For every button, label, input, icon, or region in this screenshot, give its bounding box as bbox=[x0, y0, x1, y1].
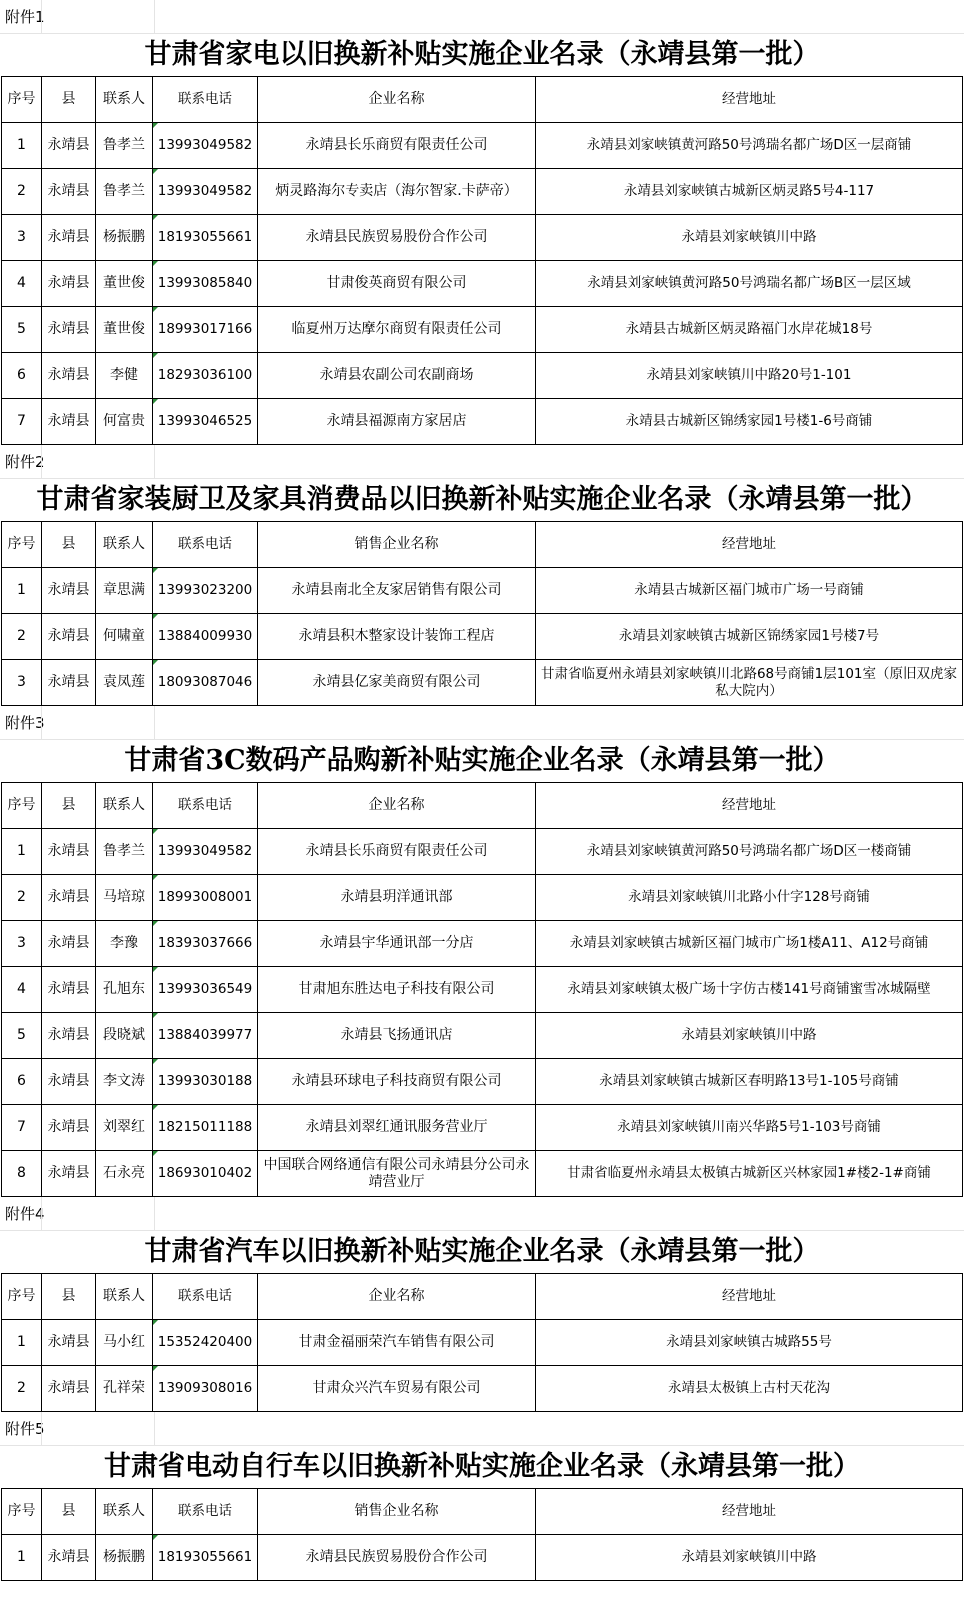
column-header-county: 县 bbox=[42, 522, 96, 568]
company-name-cell[interactable]: 永靖县福源南方家居店 bbox=[258, 399, 536, 445]
column-header-business-address: 经营地址 bbox=[536, 1274, 963, 1320]
table-row bbox=[2, 1013, 963, 1059]
contact-person-cell[interactable]: 何富贵 bbox=[96, 399, 153, 445]
section-title: 甘肃省电动自行车以旧换新补贴实施企业名录（永靖县第一批） bbox=[104, 1451, 860, 1482]
county-cell[interactable]: 永靖县 bbox=[42, 215, 96, 261]
table-row bbox=[2, 399, 963, 445]
row-number-cell[interactable]: 2 bbox=[2, 875, 42, 921]
table-header-row bbox=[2, 783, 963, 829]
gridline bbox=[41, 1197, 42, 1230]
column-header-contact-phone: 联系电话 bbox=[153, 77, 258, 123]
business-address-cell[interactable]: 永靖县刘家峡镇古城新区锦绣家园1号楼7号 bbox=[536, 614, 963, 660]
business-address-cell[interactable]: 永靖县刘家峡镇古城路55号 bbox=[536, 1320, 963, 1366]
gridline bbox=[41, 1412, 42, 1445]
column-header-row-number: 序号 bbox=[2, 1274, 42, 1320]
company-name-cell[interactable]: 永靖县环球电子科技商贸有限公司 bbox=[258, 1059, 536, 1105]
column-header-contact-phone: 联系电话 bbox=[153, 783, 258, 829]
contact-phone-cell[interactable]: 13884039977 bbox=[153, 1013, 258, 1059]
annex-label-text: 附件2 bbox=[5, 453, 45, 471]
table-header-row bbox=[2, 522, 963, 568]
company-name-cell[interactable]: 甘肃旭东胜达电子科技有限公司 bbox=[258, 967, 536, 1013]
table-header-row bbox=[2, 1274, 963, 1320]
annex-label bbox=[0, 1412, 964, 1446]
row-number-cell[interactable]: 6 bbox=[2, 1059, 42, 1105]
gridline bbox=[41, 445, 42, 478]
contact-person-cell[interactable]: 刘翠红 bbox=[96, 1105, 153, 1151]
contact-person-cell[interactable]: 马培琼 bbox=[96, 875, 153, 921]
county-cell[interactable]: 永靖县 bbox=[42, 261, 96, 307]
cell-indicator-icon bbox=[153, 829, 158, 834]
business-address-cell[interactable]: 甘肃省临夏州永靖县太极镇古城新区兴林家园1#楼2-1#商铺 bbox=[536, 1151, 963, 1197]
table-row bbox=[2, 307, 963, 353]
row-number-cell[interactable]: 7 bbox=[2, 1105, 42, 1151]
contact-person-cell[interactable]: 孔祥荣 bbox=[96, 1366, 153, 1412]
section-title: 甘肃省汽车以旧换新补贴实施企业名录（永靖县第一批） bbox=[144, 1236, 820, 1267]
business-address-cell[interactable]: 永靖县刘家峡镇黄河路50号鸿瑞名都广场D区一层商铺 bbox=[536, 123, 963, 169]
contact-person-cell[interactable]: 李豫 bbox=[96, 921, 153, 967]
table-row bbox=[2, 829, 963, 875]
contact-phone-cell[interactable]: 18993008001 bbox=[153, 875, 258, 921]
column-header-row-number: 序号 bbox=[2, 783, 42, 829]
table-header-row bbox=[2, 1489, 963, 1535]
annex-label bbox=[0, 0, 964, 34]
cell-indicator-icon bbox=[153, 921, 158, 926]
business-address-cell[interactable]: 永靖县刘家峡镇古城新区福门城市广场1楼A11、A12号商铺 bbox=[536, 921, 963, 967]
contact-person-cell[interactable]: 鲁孝兰 bbox=[96, 169, 153, 215]
section-title: 甘肃省家装厨卫及家具消费品以旧换新补贴实施企业名录（永靖县第一批） bbox=[36, 484, 928, 515]
gridline bbox=[41, 706, 42, 739]
contact-phone-cell[interactable]: 13993049582 bbox=[153, 169, 258, 215]
contact-person-cell[interactable]: 董世俊 bbox=[96, 307, 153, 353]
contact-phone-cell[interactable]: 15352420400 bbox=[153, 1320, 258, 1366]
business-address-cell[interactable]: 永靖县古城新区福门城市广场一号商铺 bbox=[536, 568, 963, 614]
gridline bbox=[154, 1197, 155, 1230]
table-row bbox=[2, 614, 963, 660]
row-number-cell[interactable]: 3 bbox=[2, 660, 42, 706]
county-cell[interactable]: 永靖县 bbox=[42, 353, 96, 399]
business-address-cell[interactable]: 永靖县刘家峡镇川北路小什字128号商铺 bbox=[536, 875, 963, 921]
company-name-cell[interactable]: 永靖县农副公司农副商场 bbox=[258, 353, 536, 399]
gridline bbox=[154, 1412, 155, 1445]
annex-label-text: 附件4 bbox=[5, 1205, 45, 1223]
company-name-cell[interactable]: 临夏州万达摩尔商贸有限责任公司 bbox=[258, 307, 536, 353]
county-cell[interactable]: 永靖县 bbox=[42, 399, 96, 445]
county-cell[interactable]: 永靖县 bbox=[42, 169, 96, 215]
contact-phone-cell[interactable]: 13993046525 bbox=[153, 399, 258, 445]
company-name-cell[interactable]: 永靖县民族贸易股份合作公司 bbox=[258, 215, 536, 261]
county-cell[interactable]: 永靖县 bbox=[42, 307, 96, 353]
county-cell[interactable]: 永靖县 bbox=[42, 921, 96, 967]
column-header-company-name: 销售企业名称 bbox=[258, 522, 536, 568]
county-cell[interactable]: 永靖县 bbox=[42, 829, 96, 875]
contact-phone-cell[interactable]: 13993030188 bbox=[153, 1059, 258, 1105]
business-address-cell[interactable]: 永靖县刘家峡镇古城新区炳灵路5号4-117 bbox=[536, 169, 963, 215]
contact-person-cell[interactable]: 马小红 bbox=[96, 1320, 153, 1366]
contact-phone-cell[interactable]: 18215011188 bbox=[153, 1105, 258, 1151]
column-header-row-number: 序号 bbox=[2, 522, 42, 568]
column-header-contact-person: 联系人 bbox=[96, 783, 153, 829]
row-number-cell[interactable]: 2 bbox=[2, 1366, 42, 1412]
county-cell[interactable]: 永靖县 bbox=[42, 614, 96, 660]
cell-indicator-icon bbox=[153, 1535, 158, 1540]
company-name-cell[interactable]: 甘肃俊英商贸有限公司 bbox=[258, 261, 536, 307]
cell-indicator-icon bbox=[153, 399, 158, 404]
enterprise-table bbox=[1, 76, 963, 445]
row-number-cell[interactable]: 5 bbox=[2, 307, 42, 353]
business-address-cell[interactable]: 永靖县古城新区炳灵路福门水岸花城18号 bbox=[536, 307, 963, 353]
gridline bbox=[154, 0, 155, 33]
row-number-cell[interactable]: 1 bbox=[2, 1535, 42, 1581]
column-header-row-number: 序号 bbox=[2, 77, 42, 123]
cell-indicator-icon bbox=[153, 1013, 158, 1018]
cell-indicator-icon bbox=[153, 307, 158, 312]
business-address-cell[interactable]: 永靖县刘家峡镇川中路 bbox=[536, 1535, 963, 1581]
column-header-business-address: 经营地址 bbox=[536, 77, 963, 123]
gridline bbox=[154, 445, 155, 478]
county-cell[interactable]: 永靖县 bbox=[42, 1366, 96, 1412]
annex-label bbox=[0, 445, 964, 479]
contact-person-cell[interactable]: 何啸童 bbox=[96, 614, 153, 660]
contact-phone-cell[interactable]: 13993085840 bbox=[153, 261, 258, 307]
county-cell[interactable]: 永靖县 bbox=[42, 1151, 96, 1197]
county-cell[interactable]: 永靖县 bbox=[42, 568, 96, 614]
business-address-cell[interactable]: 永靖县太极镇上古村天花沟 bbox=[536, 1366, 963, 1412]
business-address-cell[interactable]: 永靖县刘家峡镇古城新区春明路13号1-105号商铺 bbox=[536, 1059, 963, 1105]
business-address-cell[interactable]: 永靖县古城新区锦绣家园1号楼1-6号商铺 bbox=[536, 399, 963, 445]
section-title: 甘肃省家电以旧换新补贴实施企业名录（永靖县第一批） bbox=[144, 39, 820, 70]
row-number-cell[interactable]: 4 bbox=[2, 261, 42, 307]
column-header-county: 县 bbox=[42, 77, 96, 123]
table-row bbox=[2, 1059, 963, 1105]
cell-indicator-icon bbox=[153, 1059, 158, 1064]
contact-person-cell[interactable]: 鲁孝兰 bbox=[96, 829, 153, 875]
column-header-company-name: 企业名称 bbox=[258, 1274, 536, 1320]
section-title: 甘肃省3C数码产品购新补贴实施企业名录（永靖县第一批） bbox=[124, 745, 840, 776]
annex-label bbox=[0, 706, 964, 740]
county-cell[interactable]: 永靖县 bbox=[42, 1059, 96, 1105]
business-address-cell[interactable]: 甘肃省临夏州永靖县刘家峡镇川北路68号商铺1层101室（原旧双虎家私大院内） bbox=[536, 660, 963, 706]
cell-indicator-icon bbox=[153, 169, 158, 174]
company-name-cell[interactable]: 永靖县长乐商贸有限责任公司 bbox=[258, 123, 536, 169]
column-header-company-name: 销售企业名称 bbox=[258, 1489, 536, 1535]
contact-person-cell[interactable]: 李健 bbox=[96, 353, 153, 399]
column-header-business-address: 经营地址 bbox=[536, 1489, 963, 1535]
county-cell[interactable]: 永靖县 bbox=[42, 1320, 96, 1366]
row-number-cell[interactable]: 3 bbox=[2, 215, 42, 261]
table-row bbox=[2, 921, 963, 967]
cell-indicator-icon bbox=[153, 875, 158, 880]
contact-person-cell[interactable]: 董世俊 bbox=[96, 261, 153, 307]
contact-phone-cell[interactable]: 18293036100 bbox=[153, 353, 258, 399]
table-row bbox=[2, 1366, 963, 1412]
table-row bbox=[2, 261, 963, 307]
table-row bbox=[2, 1535, 963, 1581]
enterprise-table bbox=[1, 521, 963, 706]
row-number-cell[interactable]: 1 bbox=[2, 829, 42, 875]
row-number-cell[interactable]: 6 bbox=[2, 353, 42, 399]
contact-phone-cell[interactable]: 18393037666 bbox=[153, 921, 258, 967]
county-cell[interactable]: 永靖县 bbox=[42, 1535, 96, 1581]
column-header-company-name: 企业名称 bbox=[258, 783, 536, 829]
enterprise-table bbox=[1, 1488, 963, 1581]
business-address-cell[interactable]: 永靖县刘家峡镇川中路 bbox=[536, 1013, 963, 1059]
column-header-county: 县 bbox=[42, 1274, 96, 1320]
cell-indicator-icon bbox=[153, 1320, 158, 1325]
column-header-contact-person: 联系人 bbox=[96, 1489, 153, 1535]
table-row bbox=[2, 169, 963, 215]
contact-person-cell[interactable]: 杨振鹏 bbox=[96, 215, 153, 261]
table-row bbox=[2, 353, 963, 399]
table-row bbox=[2, 660, 963, 706]
company-name-cell[interactable]: 永靖县宇华通讯部一分店 bbox=[258, 921, 536, 967]
cell-indicator-icon bbox=[153, 1105, 158, 1110]
column-header-contact-person: 联系人 bbox=[96, 1274, 153, 1320]
company-name-cell[interactable]: 永靖县玥洋通讯部 bbox=[258, 875, 536, 921]
cell-indicator-icon bbox=[153, 614, 158, 619]
cell-indicator-icon bbox=[153, 1151, 158, 1156]
contact-phone-cell[interactable]: 13993023200 bbox=[153, 568, 258, 614]
column-header-contact-phone: 联系电话 bbox=[153, 522, 258, 568]
column-header-contact-phone: 联系电话 bbox=[153, 1274, 258, 1320]
county-cell[interactable]: 永靖县 bbox=[42, 1105, 96, 1151]
annex-label-text: 附件5 bbox=[5, 1420, 45, 1438]
contact-person-cell[interactable]: 袁凤莲 bbox=[96, 660, 153, 706]
company-name-cell[interactable]: 炳灵路海尔专卖店（海尔智家.卡萨帝） bbox=[258, 169, 536, 215]
row-number-cell[interactable]: 4 bbox=[2, 967, 42, 1013]
contact-person-cell[interactable]: 章思满 bbox=[96, 568, 153, 614]
column-header-business-address: 经营地址 bbox=[536, 522, 963, 568]
row-number-cell[interactable]: 8 bbox=[2, 1151, 42, 1197]
company-name-cell[interactable]: 永靖县长乐商贸有限责任公司 bbox=[258, 829, 536, 875]
contact-phone-cell[interactable]: 18693010402 bbox=[153, 1151, 258, 1197]
column-header-county: 县 bbox=[42, 1489, 96, 1535]
contact-phone-cell[interactable]: 13993049582 bbox=[153, 123, 258, 169]
column-header-contact-person: 联系人 bbox=[96, 522, 153, 568]
row-number-cell[interactable]: 2 bbox=[2, 169, 42, 215]
company-name-cell[interactable]: 甘肃金福丽荣汽车销售有限公司 bbox=[258, 1320, 536, 1366]
county-cell[interactable]: 永靖县 bbox=[42, 875, 96, 921]
contact-person-cell[interactable]: 孔旭东 bbox=[96, 967, 153, 1013]
cell-indicator-icon bbox=[153, 568, 158, 573]
contact-person-cell[interactable]: 杨振鹏 bbox=[96, 1535, 153, 1581]
company-name-cell[interactable]: 中国联合网络通信有限公司永靖县分公司永靖营业厅 bbox=[258, 1151, 536, 1197]
county-cell[interactable]: 永靖县 bbox=[42, 967, 96, 1013]
enterprise-table bbox=[1, 1273, 963, 1412]
business-address-cell[interactable]: 永靖县刘家峡镇川中路20号1-101 bbox=[536, 353, 963, 399]
table-row bbox=[2, 1320, 963, 1366]
table-row bbox=[2, 1151, 963, 1197]
row-number-cell[interactable]: 2 bbox=[2, 614, 42, 660]
table-row bbox=[2, 568, 963, 614]
contact-phone-cell[interactable]: 18093087046 bbox=[153, 660, 258, 706]
row-number-cell[interactable]: 3 bbox=[2, 921, 42, 967]
contact-person-cell[interactable]: 段晓斌 bbox=[96, 1013, 153, 1059]
cell-indicator-icon bbox=[153, 261, 158, 266]
cell-indicator-icon bbox=[153, 123, 158, 128]
cell-indicator-icon bbox=[153, 215, 158, 220]
annex-label-text: 附件3 bbox=[5, 714, 45, 732]
county-cell[interactable]: 永靖县 bbox=[42, 123, 96, 169]
gridline bbox=[154, 706, 155, 739]
row-number-cell[interactable]: 1 bbox=[2, 568, 42, 614]
contact-phone-cell[interactable]: 13884009930 bbox=[153, 614, 258, 660]
contact-phone-cell[interactable]: 18993017166 bbox=[153, 307, 258, 353]
table-row bbox=[2, 967, 963, 1013]
business-address-cell[interactable]: 永靖县刘家峡镇川南兴华路5号1-103号商铺 bbox=[536, 1105, 963, 1151]
gridline bbox=[41, 0, 42, 33]
row-number-cell[interactable]: 5 bbox=[2, 1013, 42, 1059]
business-address-cell[interactable]: 永靖县刘家峡镇太极广场十字仿古楼141号商铺蜜雪冰城隔壁 bbox=[536, 967, 963, 1013]
company-name-cell[interactable]: 甘肃众兴汽车贸易有限公司 bbox=[258, 1366, 536, 1412]
business-address-cell[interactable]: 永靖县刘家峡镇黄河路50号鸿瑞名都广场D区一楼商铺 bbox=[536, 829, 963, 875]
table-row bbox=[2, 1105, 963, 1151]
table-row bbox=[2, 215, 963, 261]
cell-indicator-icon bbox=[153, 660, 158, 665]
table-row bbox=[2, 875, 963, 921]
county-cell[interactable]: 永靖县 bbox=[42, 1013, 96, 1059]
business-address-cell[interactable]: 永靖县刘家峡镇川中路 bbox=[536, 215, 963, 261]
column-header-company-name: 企业名称 bbox=[258, 77, 536, 123]
company-name-cell[interactable]: 永靖县南北全友家居销售有限公司 bbox=[258, 568, 536, 614]
contact-person-cell[interactable]: 石永亮 bbox=[96, 1151, 153, 1197]
annex-label bbox=[0, 1197, 964, 1231]
column-header-row-number: 序号 bbox=[2, 1489, 42, 1535]
enterprise-table bbox=[1, 782, 963, 1197]
column-header-contact-phone: 联系电话 bbox=[153, 1489, 258, 1535]
row-number-cell[interactable]: 1 bbox=[2, 123, 42, 169]
table-row bbox=[2, 123, 963, 169]
company-name-cell[interactable]: 永靖县民族贸易股份合作公司 bbox=[258, 1535, 536, 1581]
contact-phone-cell[interactable]: 13909308016 bbox=[153, 1366, 258, 1412]
row-number-cell[interactable]: 7 bbox=[2, 399, 42, 445]
contact-phone-cell[interactable]: 18193055661 bbox=[153, 1535, 258, 1581]
row-number-cell[interactable]: 1 bbox=[2, 1320, 42, 1366]
county-cell[interactable]: 永靖县 bbox=[42, 660, 96, 706]
company-name-cell[interactable]: 永靖县飞扬通讯店 bbox=[258, 1013, 536, 1059]
company-name-cell[interactable]: 永靖县亿家美商贸有限公司 bbox=[258, 660, 536, 706]
column-header-county: 县 bbox=[42, 783, 96, 829]
company-name-cell[interactable]: 永靖县刘翠红通讯服务营业厅 bbox=[258, 1105, 536, 1151]
column-header-contact-person: 联系人 bbox=[96, 77, 153, 123]
business-address-cell[interactable]: 永靖县刘家峡镇黄河路50号鸿瑞名都广场B区一层区域 bbox=[536, 261, 963, 307]
contact-person-cell[interactable]: 鲁孝兰 bbox=[96, 123, 153, 169]
contact-phone-cell[interactable]: 13993049582 bbox=[153, 829, 258, 875]
column-header-business-address: 经营地址 bbox=[536, 783, 963, 829]
contact-phone-cell[interactable]: 18193055661 bbox=[153, 215, 258, 261]
cell-indicator-icon bbox=[153, 967, 158, 972]
cell-indicator-icon bbox=[153, 353, 158, 358]
table-header-row bbox=[2, 77, 963, 123]
contact-phone-cell[interactable]: 13993036549 bbox=[153, 967, 258, 1013]
company-name-cell[interactable]: 永靖县积木整家设计装饰工程店 bbox=[258, 614, 536, 660]
annex-label-text: 附件1 bbox=[5, 8, 45, 26]
contact-person-cell[interactable]: 李文涛 bbox=[96, 1059, 153, 1105]
cell-indicator-icon bbox=[153, 1366, 158, 1371]
